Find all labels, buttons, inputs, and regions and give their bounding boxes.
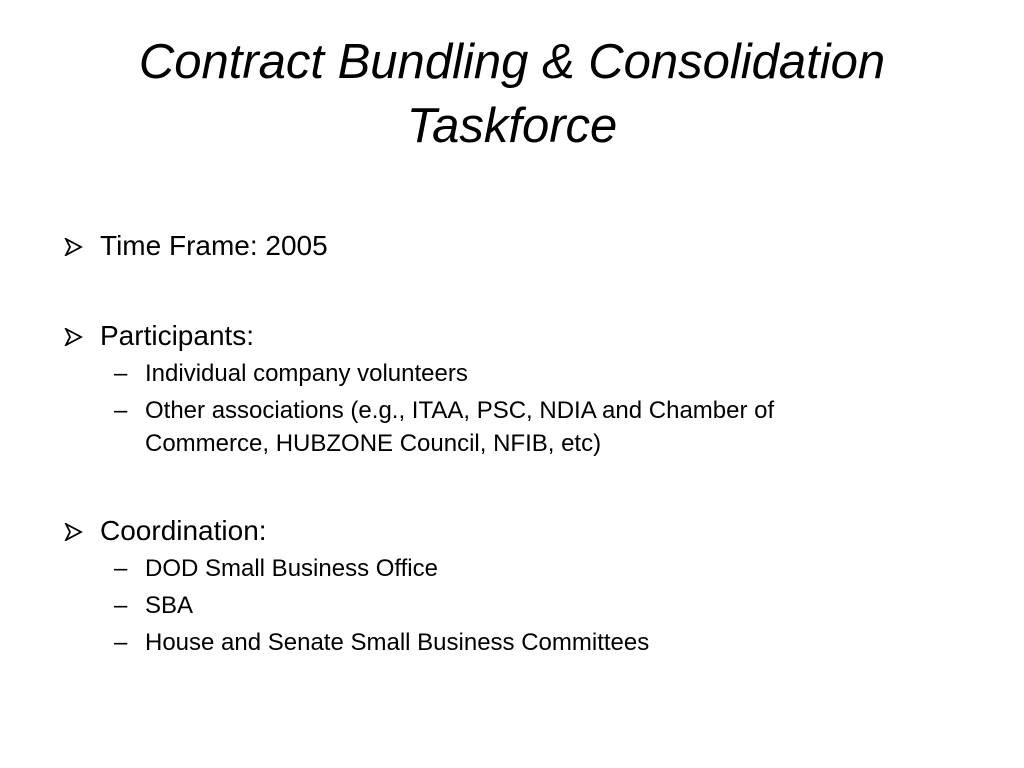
bullet-label: Participants:: [100, 320, 255, 351]
sub-item-label: Other associations (e.g., ITAA, PSC, NDIA and Chamber of: [145, 397, 775, 424]
spacer: [62, 460, 962, 511]
bullet-label: Coordination:: [100, 515, 267, 546]
arrow-bullet-icon: [62, 511, 90, 551]
sub-list-participants: [62, 357, 962, 460]
sub-item-label: House and Senate Small Business Committees: [145, 629, 650, 656]
bullet-coordination: [62, 511, 962, 551]
sub-item-label: SBA: [145, 592, 194, 619]
dash-marker: –: [114, 397, 128, 424]
sub-list-coordination: [62, 552, 962, 659]
dash-marker: –: [114, 555, 128, 582]
arrow-bullet-icon: [62, 226, 90, 266]
slide-title-line-2: Taskforce: [406, 99, 618, 153]
slide-title-line-1: Contract Bundling & Consolidation: [138, 35, 886, 89]
dash-marker: –: [114, 629, 128, 656]
arrow-bullet-icon: [62, 316, 90, 356]
bullet-label: Time Frame: 2005: [100, 230, 328, 261]
sub-item: [62, 394, 962, 460]
bullet-time-frame: [62, 226, 962, 266]
bullet-participants: [62, 316, 962, 356]
slide-body: [62, 226, 962, 659]
dash-marker: –: [114, 592, 128, 619]
sub-item: [62, 357, 962, 390]
sub-item: [62, 626, 962, 659]
sub-item-label-continued: Commerce, HUBZONE Council, NFIB, etc): [145, 430, 602, 457]
sub-item: [62, 589, 962, 622]
spacer: [62, 266, 962, 316]
sub-item-label: Individual company volunteers: [145, 360, 468, 387]
dash-marker: –: [114, 360, 128, 387]
slide-title: [40, 30, 984, 158]
sub-item-label: DOD Small Business Office: [145, 555, 438, 582]
sub-item: [62, 552, 962, 585]
